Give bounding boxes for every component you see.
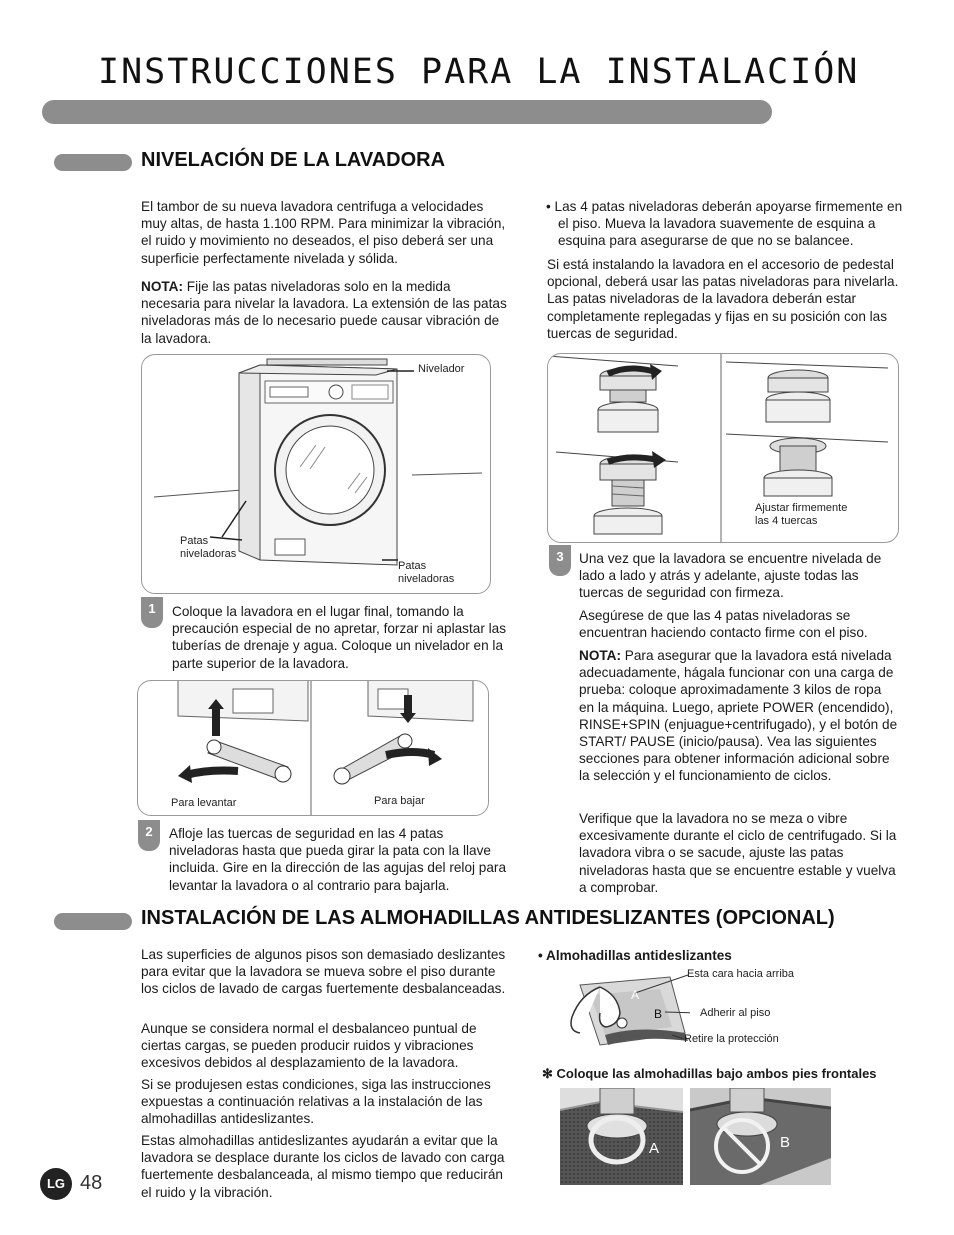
note-text: Fije las patas niveladoras solo en la medida necesaria para nivelar la lavadora. La extensión de las patas niveladoras más de lo necesario puede causar vibración de la lavadora.: [141, 279, 507, 346]
pads-instruction: ✻ Coloque las almohadillas bajo ambos pies frontales: [542, 1066, 877, 1081]
right-bullet: • Las 4 patas niveladoras deberán apoyarse firmemente en el piso. Mueva la lavadora suavemente de esquina a esquina para asegurarse de que no se balancee.: [546, 199, 903, 249]
step-2-badge: 2: [138, 820, 160, 851]
label-para-bajar: Para bajar: [374, 795, 425, 807]
section-pill: [54, 154, 132, 171]
label-patas-left: Patas niveladoras: [180, 535, 237, 560]
wrench-figure: [137, 680, 489, 816]
step-1-text: Coloque la lavadora en el lugar final, tomando la precaución especial de no apretar, forzar ni aplastar las tuberías de drenaje y agua. Coloque un nivelador en la parte superior de la lavadora.: [172, 604, 506, 671]
label-retire: Retire la protección: [684, 1033, 779, 1045]
section-title-nivelacion: NIVELACIÓN DE LA LAVADORA: [141, 149, 446, 171]
step-3-note-text: Para asegurar que la lavadora está nivelada adecuadamente, hágala funcionar con una carga de prueba: coloque aproximadamente 3 kilos de ropa en la máquina. Luego, apriete POWER (encendido), RINSE+SPIN (enjuague+centrifugado), y el botón de START/ PAUSE (inicio/pausa). Vea las siguientes secciones para obtener información adicional sobre la selección y el funcionamiento de ciclos.: [579, 648, 898, 784]
wrench-illustration: [138, 681, 488, 815]
note-label: NOTA:: [141, 279, 184, 294]
pad-photo-b: [690, 1088, 831, 1185]
section-title-almohadillas: INSTALACIÓN DE LAS ALMOHADILLAS ANTIDESLIZANTES (OPCIONAL): [141, 907, 835, 929]
label-adherir: Adherir al piso: [700, 1007, 771, 1019]
lg-logo-icon: LG: [40, 1168, 72, 1200]
note-paragraph: [141, 278, 511, 347]
label-cara-arriba: Esta cara hacia arriba: [687, 968, 794, 980]
title-bar: [42, 100, 772, 124]
step-1-badge: 1: [141, 597, 163, 628]
step-3-p1: Una vez que la lavadora se encuentre nivelada de lado a lado y atrás y adelante, ajuste todas las tuercas de seguridad con firmeza.: [579, 551, 882, 601]
right-paragraph: Si está instalando la lavadora en el accesorio de pedestal opcional, deberá usar las patas niveladoras para nivelarla. Las patas niveladoras de la lavadora deberán estar completamente replegadas y fijas en su posición con las tuercas de seguridad.: [547, 257, 899, 341]
photo-letter-a: A: [649, 1140, 660, 1157]
page-number: 48: [80, 1172, 103, 1194]
sec2-p4: Estas almohadillas antideslizantes ayudarán a evitar que la lavadora se desplace durante los ciclos de lavado con carga fuertemente desbalanceada, al mismo tiempo que reducirán el ruido y la vibración.: [141, 1133, 505, 1200]
step-3-p2: Asegúrese de que las 4 patas niveladoras se encuentran haciendo contacto firme con el piso.: [579, 608, 868, 641]
pad-photo-a: [560, 1088, 683, 1185]
step-3-p4: Verifique que la lavadora no se meza o vibre excesivamente durante el ciclo de centrifugado. Si la lavadora vibra o se sacude, ajuste las patas niveladoras hasta que se encuentre estable y vuelva a comprobar.: [579, 811, 897, 895]
photo-letter-b: B: [780, 1134, 791, 1151]
sec2-p2: Aunque se considera normal el desbalanceo puntual de ciertas cargas, se pueden producir ruidos y vibraciones excesivos debidos al desplazamiento de la lavadora.: [141, 1021, 477, 1071]
letter-a: A: [631, 988, 640, 1002]
label-nivelador: Nivelador: [418, 363, 465, 375]
label-patas-right: Patas niveladoras: [398, 560, 455, 585]
section-pill: [54, 913, 132, 930]
label-para-levantar: Para levantar: [171, 797, 237, 809]
pad-hand-illustration: [560, 965, 690, 1055]
page-title: INSTRUCCIONES PARA LA INSTALACIÓN: [98, 52, 860, 92]
step-2-text: Afloje las tuercas de seguridad en las 4 patas niveladoras hasta que pueda girar la pata con la llave incluida. Gire en la dirección de las agujas del reloj para levantar la lavadora o al contrario para bajarla.: [169, 826, 507, 893]
step-3-note: [579, 647, 899, 785]
sec2-p1: Las superficies de algunos pisos son demasiado deslizantes para evitar que la lavadora se mueva sobre el piso durante los ciclos de lavado de cargas fuertemente desbalanceadas.: [141, 947, 506, 997]
sec2-p3: Si se produjesen estas condiciones, siga las instrucciones expuestas a continuación relativas a la instalación de las almohadillas antideslizantes.: [141, 1077, 491, 1127]
letter-b: B: [654, 1007, 663, 1021]
label-ajustar-tuercas: Ajustar firmemente las 4 tuercas: [755, 502, 848, 527]
pads-heading: • Almohadillas antideslizantes: [538, 948, 732, 963]
intro-paragraph: El tambor de su nueva lavadora centrifuga a velocidades muy altas, de hasta 1.100 RPM. Para minimizar la vibración, el ruido y movimiento no deseados, el piso deberá ser una superficie perfectamente nivelada y sólida.: [141, 199, 506, 266]
step-3-note-label: NOTA:: [579, 648, 622, 663]
step-3-badge: 3: [549, 545, 571, 576]
